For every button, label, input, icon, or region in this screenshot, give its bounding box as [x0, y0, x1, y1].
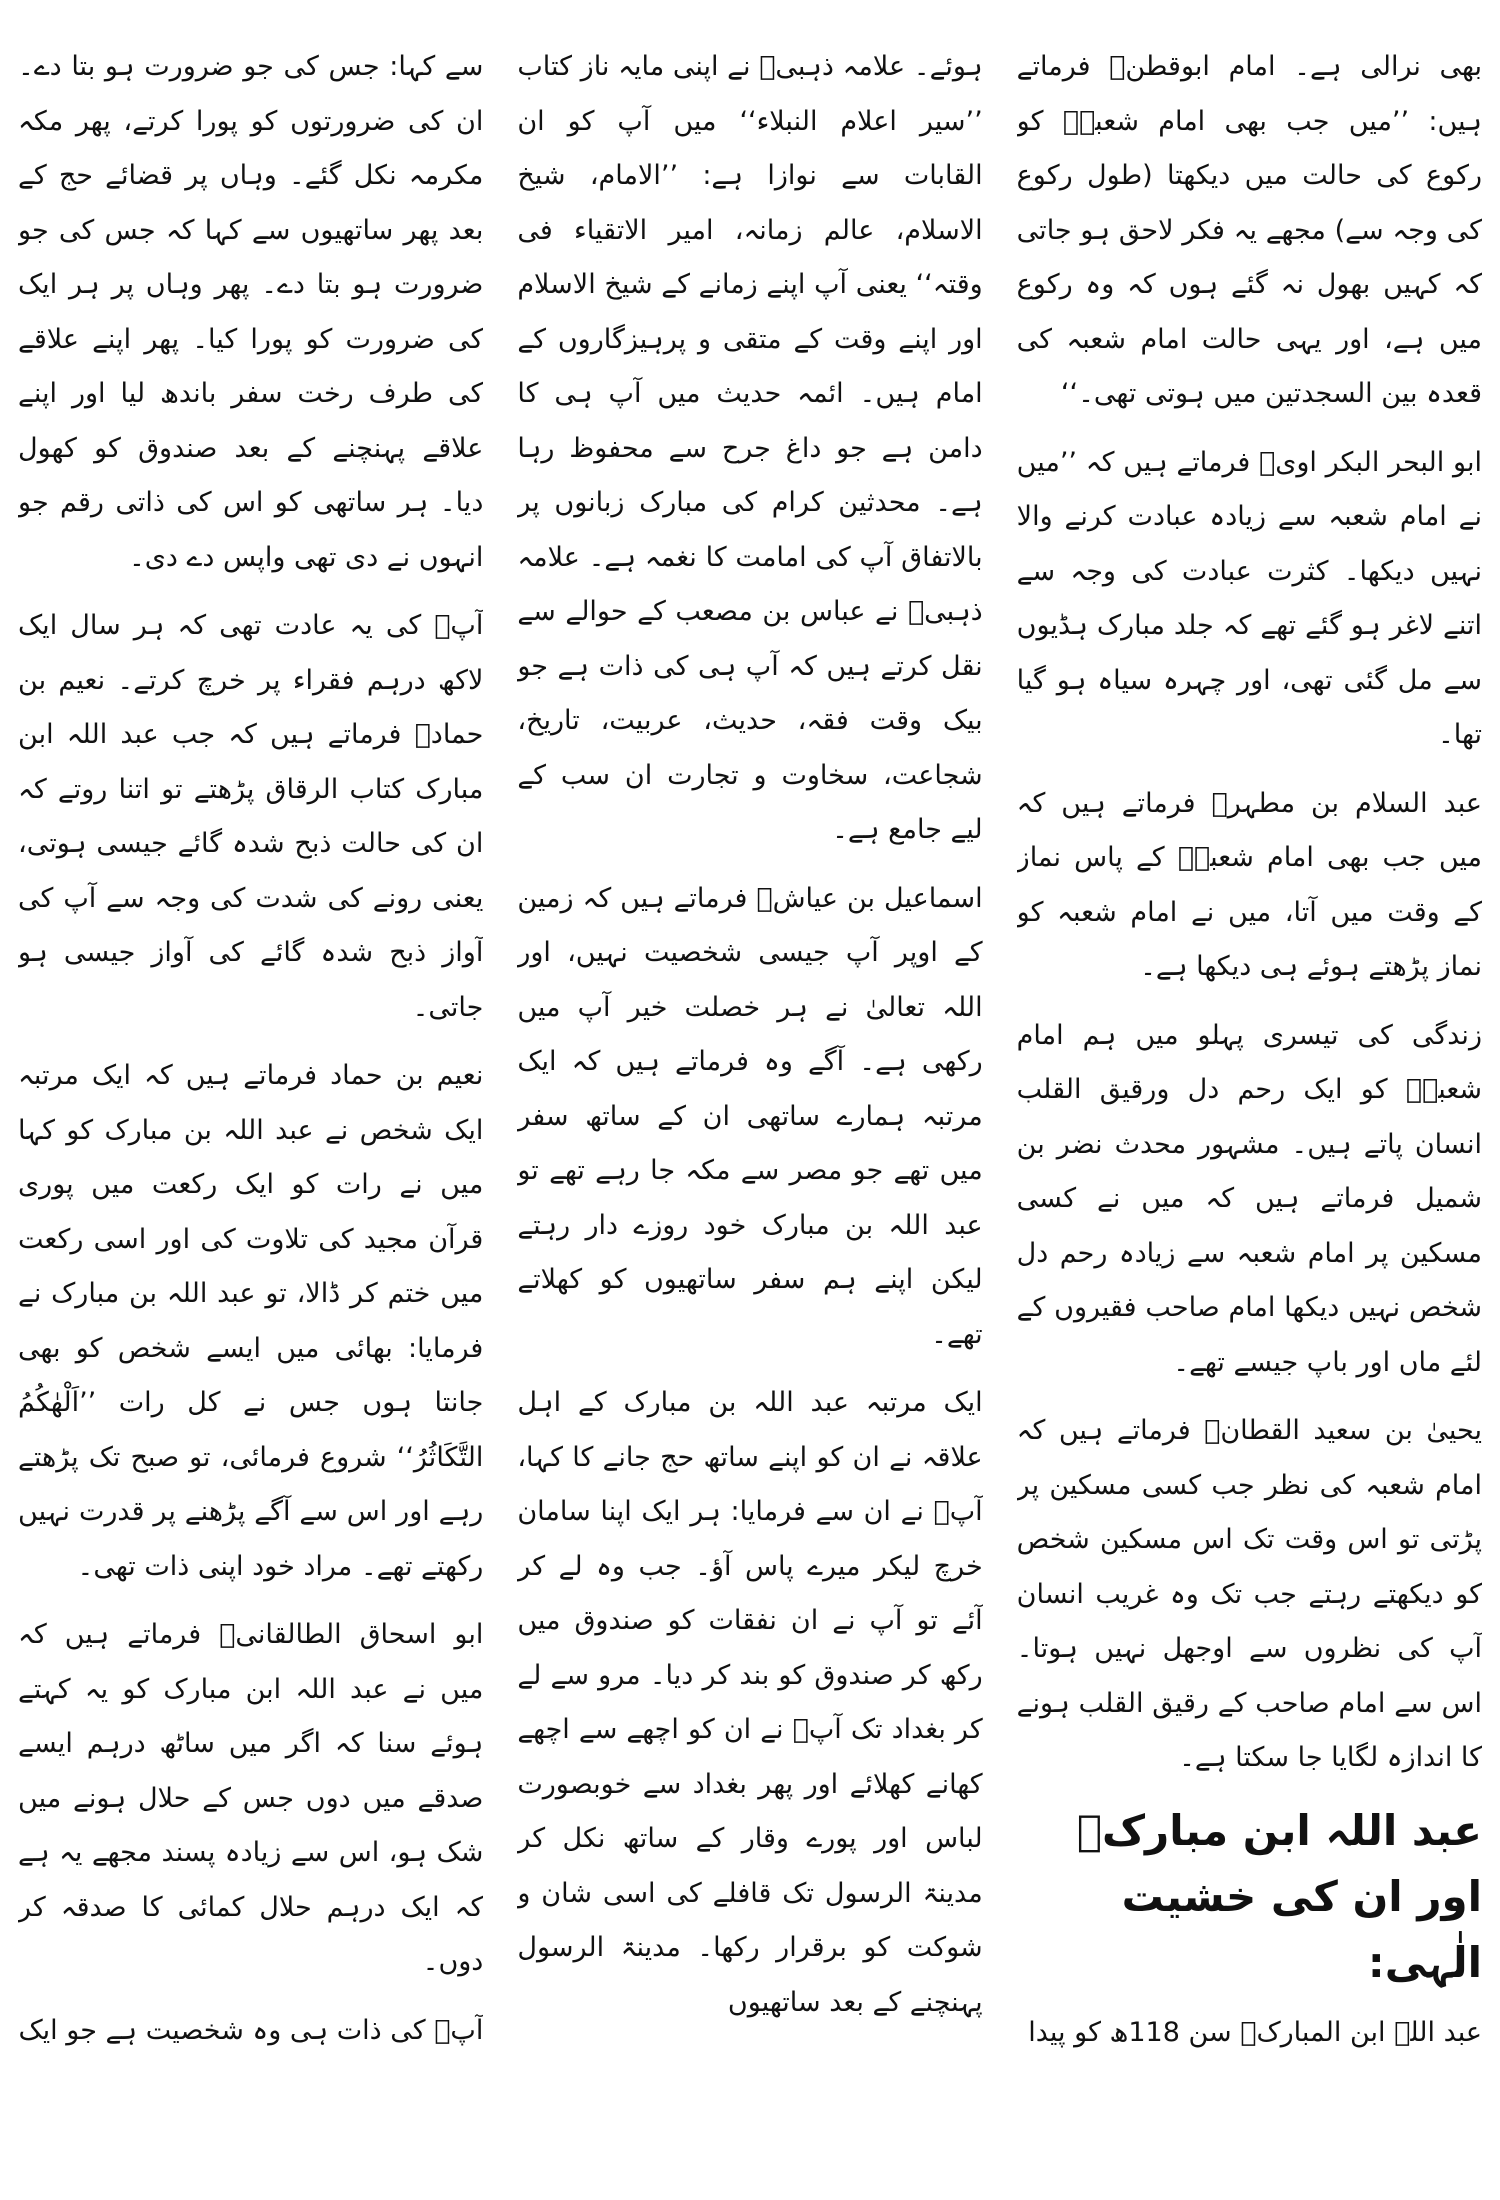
paragraph: عبد السلام بن مطہرؒ فرماتے ہیں کہ میں جب بھی امام شعبہؒ کے پاس نماز کے وقت میں آتا، میں نے امام شعبہ کو نماز پڑھتے ہوئے ہی دیکھا ہے۔: [1016, 787, 1482, 982]
paragraph: زندگی کی تیسری پہلو میں ہم امام شعبہؒ کو ایک رحم دل ورقیق القلب انسان پاتے ہیں۔ مشہور محدث نضر بن شمیل فرماتے ہیں کہ میں نے کسی مسکین پر امام شعبہ سے زیادہ رحم دل شخص نہیں دیکھا امام صاحب فقیروں کے لئے ماں اور باپ جیسے تھے۔: [1016, 1019, 1482, 1378]
column-right: [1017, 40, 1482, 2180]
paragraph: ابو اسحاق الطالقانیؒ فرماتے ہیں کہ میں نے عبد اللہ ابن مبارک کو یہ کہتے ہوئے سنا کہ اگر میں ساٹھ درہم ایسے صدقے میں دوں جس کے حلال ہونے میں شک ہو، اس سے زیادہ پسند مجھے یہ ہے کہ ایک درہم حلال کمائی کا صدقہ کر دوں۔: [18, 1619, 484, 1977]
paragraph: نعیم بن حماد فرماتے ہیں کہ ایک مرتبہ ایک شخص نے عبد اللہ بن مبارک کو کہا میں نے رات کو ایک رکعت میں پوری قرآن مجید کی تلاوت کی اور اسی رکعت میں ختم کر ڈالا، تو عبد اللہ بن مبارک نے فرمایا: بھائی میں ایسے شخص کو بھی جانتا ہوں جس نے کل رات ’’اَلْهٰكُمُ التَّكَاثُرُ‘‘ شروع فرمائی، تو صبح تک پڑھتے رہے اور اس سے آگے پڑھنے پر قدرت نہیں رکھتے تھے۔ مراد خود اپنی ذات تھی۔: [18, 1060, 484, 1582]
section-heading: عبد اللہ ابن مبارکؒ اور ان کی خشیت الٰہی:: [1076, 1805, 1482, 1987]
paragraph: ایک مرتبہ عبد اللہ بن مبارک کے اہل علاقہ نے ان کو اپنے ساتھ حج جانے کا کہا، آپؒ نے ان سے فرمایا: ہر ایک اپنا سامان خرچ لیکر میرے پاس آؤ۔ جب وہ لے کر آئے تو آپ نے ان نفقات کو صندوق میں رکھ کر صندوق کو بند کر دیا۔ مرو سے لے کر بغداد تک آپؒ نے ان کو اچھے سے اچھے کھانے کھلائے اور پھر بغداد سے خوبصورت لباس اور پورے وقار کے ساتھ نکل کر مدینۃ الرسول تک قافلے کی اسی شان و شوکت کو برقرار رکھا۔ مدینۃ الرسول پہنچنے کے بعد ساتھیوں: [517, 1387, 983, 2018]
column-left: [18, 40, 483, 2180]
paragraph: سے کہا: جس کی جو ضرورت ہو بتا دے۔ ان کی ضرورتوں کو پورا کرتے، پھر مکہ مکرمہ نکل گئے۔ وہاں پر قضائے حج کے بعد پھر ساتھیوں سے کہا کہ جس کی جو ضرورت ہو بتا دے۔ پھر وہاں پر ہر ایک کی ضرورت کو پورا کیا۔ پھر اپنے علاقے کی طرف رخت سفر باندھ لیا اور اپنے علاقے پہنچنے کے بعد صندوق کو کھول دیا۔ ہر ساتھی کو اس کی ذاتی رقم جو انہوں نے دی تھی واپس دے دی۔: [18, 51, 484, 573]
paragraph: عبد اللہ ابن المبارکؒ سن 118ھ کو پیدا: [1028, 2016, 1482, 2048]
column-middle: [517, 40, 982, 2180]
paragraph: اسماعیل بن عیاشؒ فرماتے ہیں کہ زمین کے اوپر آپ جیسی شخصیت نہیں، اور اللہ تعالیٰ نے ہر خصلت خیر آپ میں رکھی ہے۔ آگے وہ فرماتے ہیں کہ ایک مرتبہ ہمارے ساتھی ان کے ساتھ سفر میں تھے جو مصر سے مکہ جا رہے تھے تو عبد اللہ بن مبارک خود روزے دار رہتے لیکن اپنے ہم سفر ساتھیوں کو کھلاتے تھے۔: [517, 882, 983, 1350]
paragraph: یحییٰ بن سعید القطانؒ فرماتے ہیں کہ امام شعبہ کی نظر جب کسی مسکین پر پڑتی تو اس وقت تک اس مسکین شخص کو دیکھتے رہتے جب تک وہ غریب انسان آپ کی نظروں سے اوجھل نہیں ہوتا۔ اس سے امام صاحب کے رقیق القلب ہونے کا اندازہ لگایا جا سکتا ہے۔: [1016, 1415, 1482, 1773]
paragraph: آپؒ کی ذات ہی وہ شخصیت ہے جو ایک: [18, 2014, 484, 2046]
paragraph: ہوئے۔ علامہ ذہبیؒ نے اپنی مایہ ناز کتاب ’’سیر اعلام النبلاء‘‘ میں آپ کو ان القابات سے نوازا ہے: ’’الامام، شیخ الاسلام، عالم زمانہ، امیر الاتقیاء فی وقتہ‘‘ یعنی آپ اپنے زمانے کے شیخ الاسلام اور اپنے وقت کے متقی و پرہیزگاروں کے امام ہیں۔ ائمہ حدیث میں آپ ہی کا دامن ہے جو داغ جرح سے محفوظ رہا ہے۔ محدثین کرام کی مبارک زبانوں پر بالاتفاق آپ کی امامت کا نغمہ ہے۔ علامہ ذہبیؒ نے عباس بن مصعب کے حوالے سے نقل کرتے ہیں کہ آپ ہی کی ذات ہے جو بیک وقت فقہ، حدیث، عربیت، تاریخ، شجاعت، سخاوت و تجارت ان سب کے لیے جامع ہے۔: [517, 51, 983, 845]
paragraph: آپؒ کی یہ عادت تھی کہ ہر سال ایک لاکھ درہم فقراء پر خرچ کرتے۔ نعیم بن حمادؒ فرماتے ہیں کہ جب عبد اللہ ابن مبارک کتاب الرقاق پڑھتے تو اتنا روتے کہ ان کی حالت ذبح شدہ گائے جیسی ہوتی، یعنی رونے کی شدت کی وجہ سے آپ کی آواز ذبح شدہ گائے کی آواز جیسی ہو جاتی۔: [18, 610, 484, 1023]
paragraph: ابو البحر البکر اویؒ فرماتے ہیں کہ ’’میں نے امام شعبہ سے زیادہ عبادت کرنے والا نہیں دیکھا۔ کثرت عبادت کی وجہ سے اتنے لاغر ہو گئے تھے کہ جلد مبارک ہڈیوں سے مل گئی تھی، اور چہرہ سیاہ ہو گیا تھا۔: [1016, 446, 1482, 750]
paragraph: بھی نرالی ہے۔ امام ابوقطنؒ فرماتے ہیں: ’’میں جب بھی امام شعبہؒ کو رکوع کی حالت میں دیکھتا (طول رکوع کی وجہ سے) مجھے یہ فکر لاحق ہو جاتی کہ کہیں بھول نہ گئے ہوں کہ وہ رکوع میں ہے، اور یہی حالت امام شعبہ کی قعدہ بین السجدتین میں ہوتی تھی۔‘‘: [1016, 51, 1482, 409]
